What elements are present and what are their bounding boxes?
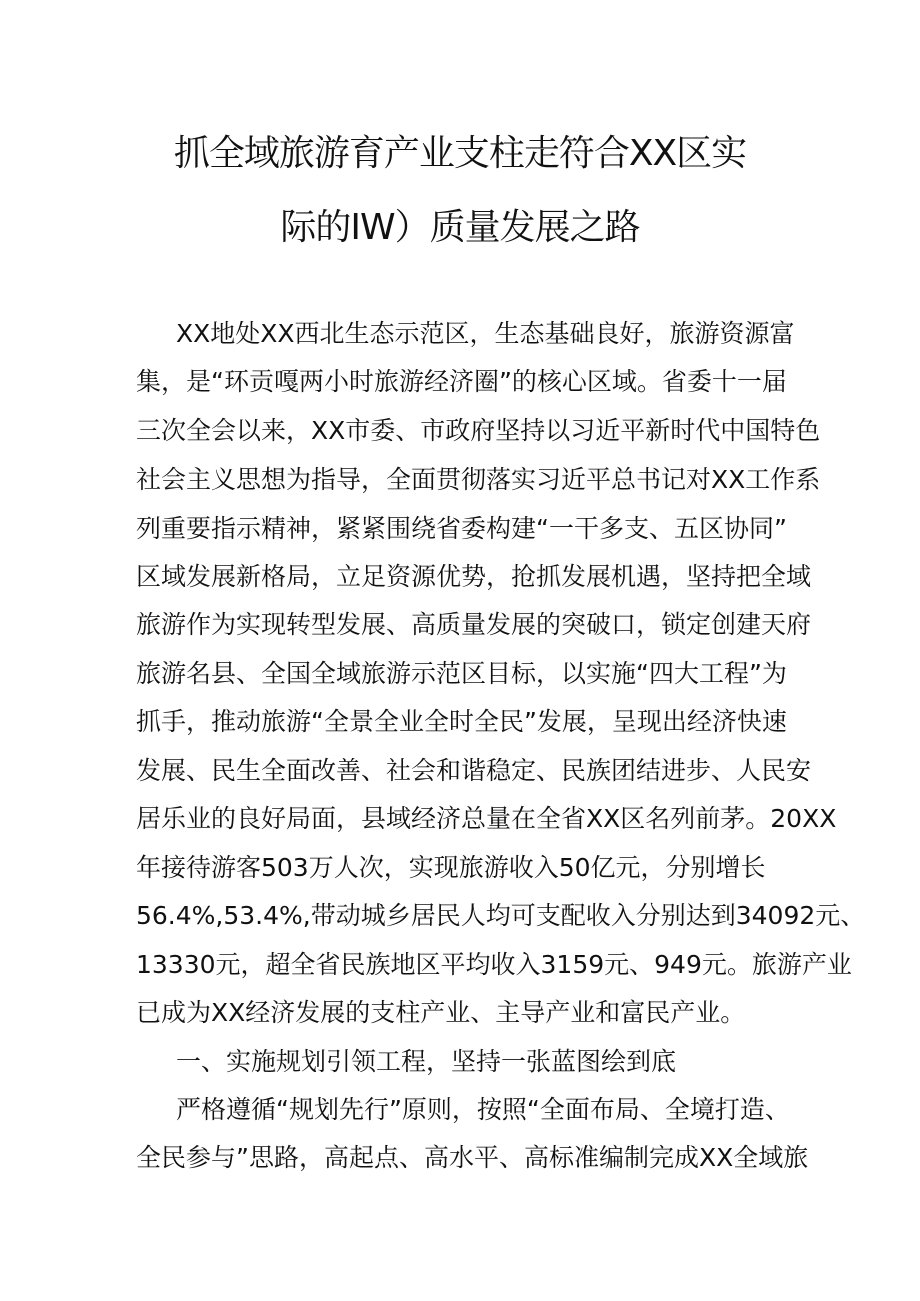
paragraph-1-line-10: 发展、民生全面改善、社会和谐稳定、民族团结进步、人民安 xyxy=(136,756,812,785)
paragraph-1-line-14: 13330元，超全省民族地区平均收入3159元、949元。旅游产业 xyxy=(136,950,852,979)
paragraph-1-line-5: 列重要指示精神，紧紧围绕省委构建“一干多支、五区协同” xyxy=(136,514,787,543)
paragraph-2-line-2: 全民参与”思路，高起点、高水平、高标准编制完成XX全域旅 xyxy=(136,1143,809,1172)
document-title-line-1: 抓全域旅游育产业支柱走符合XX区实 xyxy=(173,133,747,174)
document-title-line-2: 际的IW）质量发展之路 xyxy=(280,207,640,248)
paragraph-1-line-7: 旅游作为实现转型发展、高质量发展的突破口，锁定创建天府 xyxy=(136,610,812,639)
paragraph-1-line-11: 居乐业的良好局面，县域经济总量在全省XX区名列前茅。20XX xyxy=(136,804,837,833)
paragraph-1-line-15: 已成为XX经济发展的支柱产业、主导产业和富民产业。 xyxy=(136,998,746,1027)
paragraph-1-line-2: 集，是“环贡嘎两小时旅游经济圈”的核心区域。省委十一届 xyxy=(136,367,787,396)
paragraph-1-line-12: 年接待游客503万人次，实现旅游收入50亿元，分别增长 xyxy=(136,853,766,882)
paragraph-1-line-4: 社会主义思想为指导，全面贯彻落实习近平总书记对XX工作系 xyxy=(136,465,821,494)
section-heading-1: 一、实施规划引领工程，坚持一张蓝图绘到底 xyxy=(176,1047,677,1076)
paragraph-1-line-9: 抓手，推动旅游“全景全业全时全民”发展，呈现出经济快速 xyxy=(136,707,787,736)
paragraph-2-line-1: 严格遵循“规划先行”原则，按照“全面布局、全境打造、 xyxy=(176,1095,790,1124)
paragraph-1-line-8: 旅游名县、全国全域旅游示范区目标，以实施“四大工程”为 xyxy=(136,659,787,688)
paragraph-1-line-1: XX地处XX西北生态示范区，生态基础良好，旅游资源富 xyxy=(176,319,795,348)
paragraph-1-line-6: 区域发展新格局，立足资源优势，抢抓发展机遇，坚持把全域 xyxy=(136,562,812,591)
paragraph-1-line-13: 56.4%,53.4%,带动城乡居民人均可支配收入分别达到34092元、 xyxy=(136,901,866,930)
paragraph-1-line-3: 三次全会以来，XX市委、市政府坚持以习近平新时代中国特色 xyxy=(136,416,821,445)
